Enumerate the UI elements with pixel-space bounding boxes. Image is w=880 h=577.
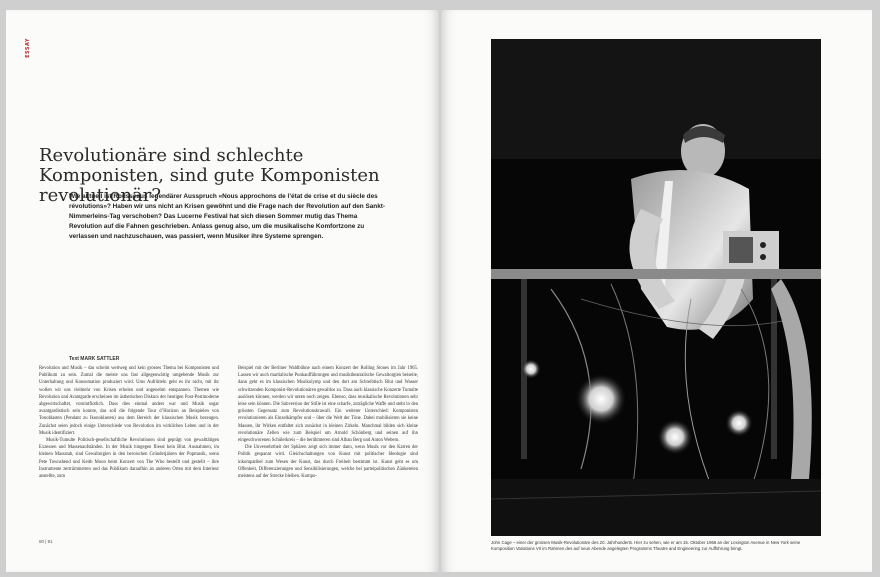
body-paragraph: Beispiel mit der Berliner Waldbühne nach einem Konzert der Rolling Stones im Jahr 1965. Lassen wir auch martialische Punkaufführungen und musiktheatralische Gewaltorgien beiseite, dann geht es im klassischen Musikolymp und den dort am Schreibtisch Blut und Wasser schwitzenden Komponist-Revolutionären gewaltlos zu. Dass auch klassische Konzerte Tumulte auslösen können, werden wir unten noch zeigen. Ebenso, dass musikalische Revolutionen sehr leise sein können. Die Subversion der Stille ist eine scharfe, zuträgliche Waffe und steht in den grössten Gegensatz zum Revolutionskrawall. Ein weiterer Unterschied: Komponisten revolutionieren als Einzelkämpfer und – über die Welt der Töne. Dabei mobilisieren sie keine Massen, ihr Wirken entfaltet sich zunächst in kleinen Zirkeln. Manchmal bilden sich kleine revolutionäre Zellen wie zum Beispiel um Arnold Schönberg und seinen auf ihn eingeschworenen Schülerkreis – die berühmteren sind Alban Berg und Anton Webern. <box>238 366 418 444</box>
performance-photo-illustration <box>491 39 821 536</box>
body-paragraph: Revolution und Musik – das scheint weitweg und kein grosses Thema bei Komponisten und Publikum zu sein. Zumal die meiste uns fast allgegenwärtig umgebende Musik zur Unterhaltung und Konsumation produziert wird. Ums Aufrütteln geht es ihr nicht, mit ihr wollen wir uns vielmehr von Krisen erholen und angenehm entspannen. Themen wie Revolution und Avantgarde erscheinen im ästhetischen Diskurs der heutigen Post-Postmoderne abgewirtschaftet, vornintfiotlich. Dass dies einmal anders war und Musik sogar avantgardistisch sein konnte, das soll die folgende Tour d’Horizon an Beispielen von Tonoblasten (Pendant zu Ikonoklasten) aus dem Bereich der klassischen Musik bezeugen. Zunächst seien jedoch einige Unterschiede von Revolution im wirklichen Leben und in der Musik identifiziert. <box>39 366 219 436</box>
body-paragraph: Die Unversehrtheit der Sphären zeigt sich immer dann, wenn Musik vor den Karren der Politik gespannt wird. Gleichschaltungen von Kunst mit politischer Ideologie sind inkompatibel zum Wesen der Kunst, das durch Freiheit bestimmt ist. Kunst geht es um Offenheit, Differenzierungen und Sensibilisierungen, welche bei parteipolitischen Zünkereien meistens auf der Strecke bleiben. Kompo- <box>238 445 418 480</box>
body-column-2 <box>238 365 418 480</box>
john-cage-photo <box>491 39 821 536</box>
body-column-1 <box>39 365 219 480</box>
article-headline: Revolutionäre sind schlechte Komponisten, sind gute Komponisten revolutionär? <box>39 145 380 206</box>
left-page <box>6 10 439 572</box>
article-lead: Wie aktuell ist Rousseaus legendärer Ausspruch «Nous approchons de l’état de crise et du siècle des révolutions»? Haben wir uns nicht an Krisen gewöhnt und die Frage nach der Revolution auf den Sankt-Nimmerleins-Tag verschoben? Das Lucerne Festival hat sich diesen Sommer mutig das Thema Revolution auf die Fahnen geschrieben. Anlass genug also, um die musikalische Komfortzone zu verlassen und nachzuschauen, was passiert, wenn Musiker ihre Systeme sprengen. <box>69 193 386 240</box>
body-columns <box>39 365 418 480</box>
body-paragraph: Musik-Tumulte Politisch-gesellschaftliche Revolutionen sind geprägt von gewalttätigen Exzessen und Massenaufständen. In der Musik hingegen fliesst kein Blut. Ausnahmen, im kleinen Massstab, sind Gewaltorgien in den heroischen Gründerjahren der Popmusik, wenn Pete Townshend und Keith Moon beim Konzert von The Who bestellt und gestellt – ihre Instrumente zertrümmerten und das Publikum daraufhin an anderen Orten mit dem Interieur anstellte, zum <box>39 438 219 480</box>
photo-caption: John Cage – einer der grossen Musik-Revolutionäre des 20. Jahrhunderts. Hier zu sehen, wie er am 15. Oktober 1966 an der Lexington Avenue in New York seine Komposition Variations VII im Rahmen des auf neun Abende angelegten Programms Theatre and Engineering zur Aufführung bringt. <box>491 540 801 551</box>
section-tag: ESSAY <box>25 38 31 58</box>
byline: Text MARK SATTLER <box>69 356 120 362</box>
page-folio: 80 | 81 <box>39 539 53 544</box>
right-page <box>441 10 872 572</box>
